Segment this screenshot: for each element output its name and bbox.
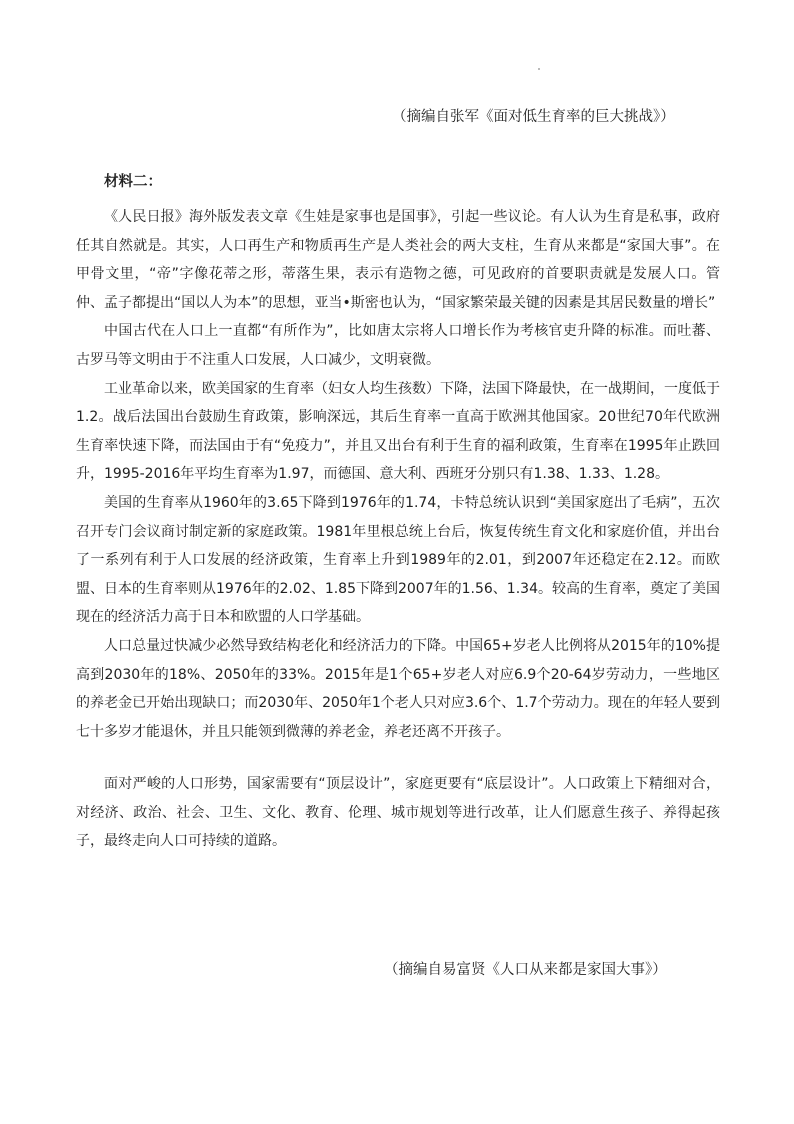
article-body [76,203,720,856]
scan-speck [538,68,540,70]
paragraph-3: 工业革命以来，欧美国家的生育率（妇女人均生孩数）下降，法国下降最快，在一战期间，一度低于1.2。战后法国出台鼓励生育政策，影响深远，其后生育率一直高于欧洲其他国家。20世纪70年代欧洲生育率快速下降，而法国由于有“免疫力”，并且又出台有利于生育的福利政策，生育率在1995年止跌回升，1995-2016年平均生育率为1.97，而德国、意大利、西班牙分别只有1.38、1.33、1.28。 [76,380,720,483]
paragraph-1: 《人民日报》海外版发表文章《生娃是家事也是国事》，引起一些议论。有人认为生育是私事，政府任其自然就是。其实，人口再生产和物质再生产是人类社会的两大支柱，生育从来都是“家国大事”。在甲骨文里，“帝”字像花蒂之形，蒂落生果，表示有造物之德，可见政府的首要职责就是发展人口。管仲、孟子都提出“国以人为本”的思想，亚当•斯密也认为，“国家繁荣最关键的因素是其居民数量的增长” [76,209,720,311]
paragraph-4: 美国的生育率从1960年的3.65下降到1976年的1.74，卡特总统认识到“美国家庭出了毛病”，五次召开专门会议商讨制定新的家庭政策。1981年里根总统上台后，恢复传统生育文化和家庭价值，并出台了一系列有利于人口发展的经济政策，生育率上升到1989年的2.01，到2007年还稳定在2.12。而欧盟、日本的生育率则从1976年的2.02、1.85下降到2007年的1.56、1.34。较高的生育率，奠定了美国现在的经济活力高于日本和欧盟的人口学基础。 [76,494,720,626]
paragraph-5: 人口总量过快减少必然导致结构老化和经济活力的下降。中国65+岁老人比例将从2015年的10%提高到2030年的18%、2050年的33%。2015年是1个65+岁老人对应6.9个20-64岁劳动力，一些地区的养老金已开始出现缺口；而2030年、2050年1个老人只对应3.6个、1.7个劳动力。现在的年轻人要到七十多岁才能退休，并且只能领到微薄的养老金，养老还离不开孩子。 [76,637,720,740]
source-citation-bottom: （摘编自易富贤《人口从来都是家国大事》） [384,962,667,978]
paragraph-2: 中国古代在人口上一直都“有所作为”，比如唐太宗将人口增长作为考核官吏升降的标准。而吐蕃、古罗马等文明由于不注重人口发展，人口减少，文明衰微。 [76,323,720,368]
source-citation-top: （摘编自张军《面对低生育率的巨大挑战》） [392,109,675,125]
paragraph-6: 面对严峻的人口形势，国家需要有“顶层设计”，家庭更要有“底层设计”。人口政策上下精细对合，对经济、政治、社会、卫生、文化、教育、伦理、城市规划等进行改革，让人们愿意生孩子、养得起孩子，最终走向人口可持续的道路。 [76,776,720,850]
section-label: 材料二： [104,174,162,190]
